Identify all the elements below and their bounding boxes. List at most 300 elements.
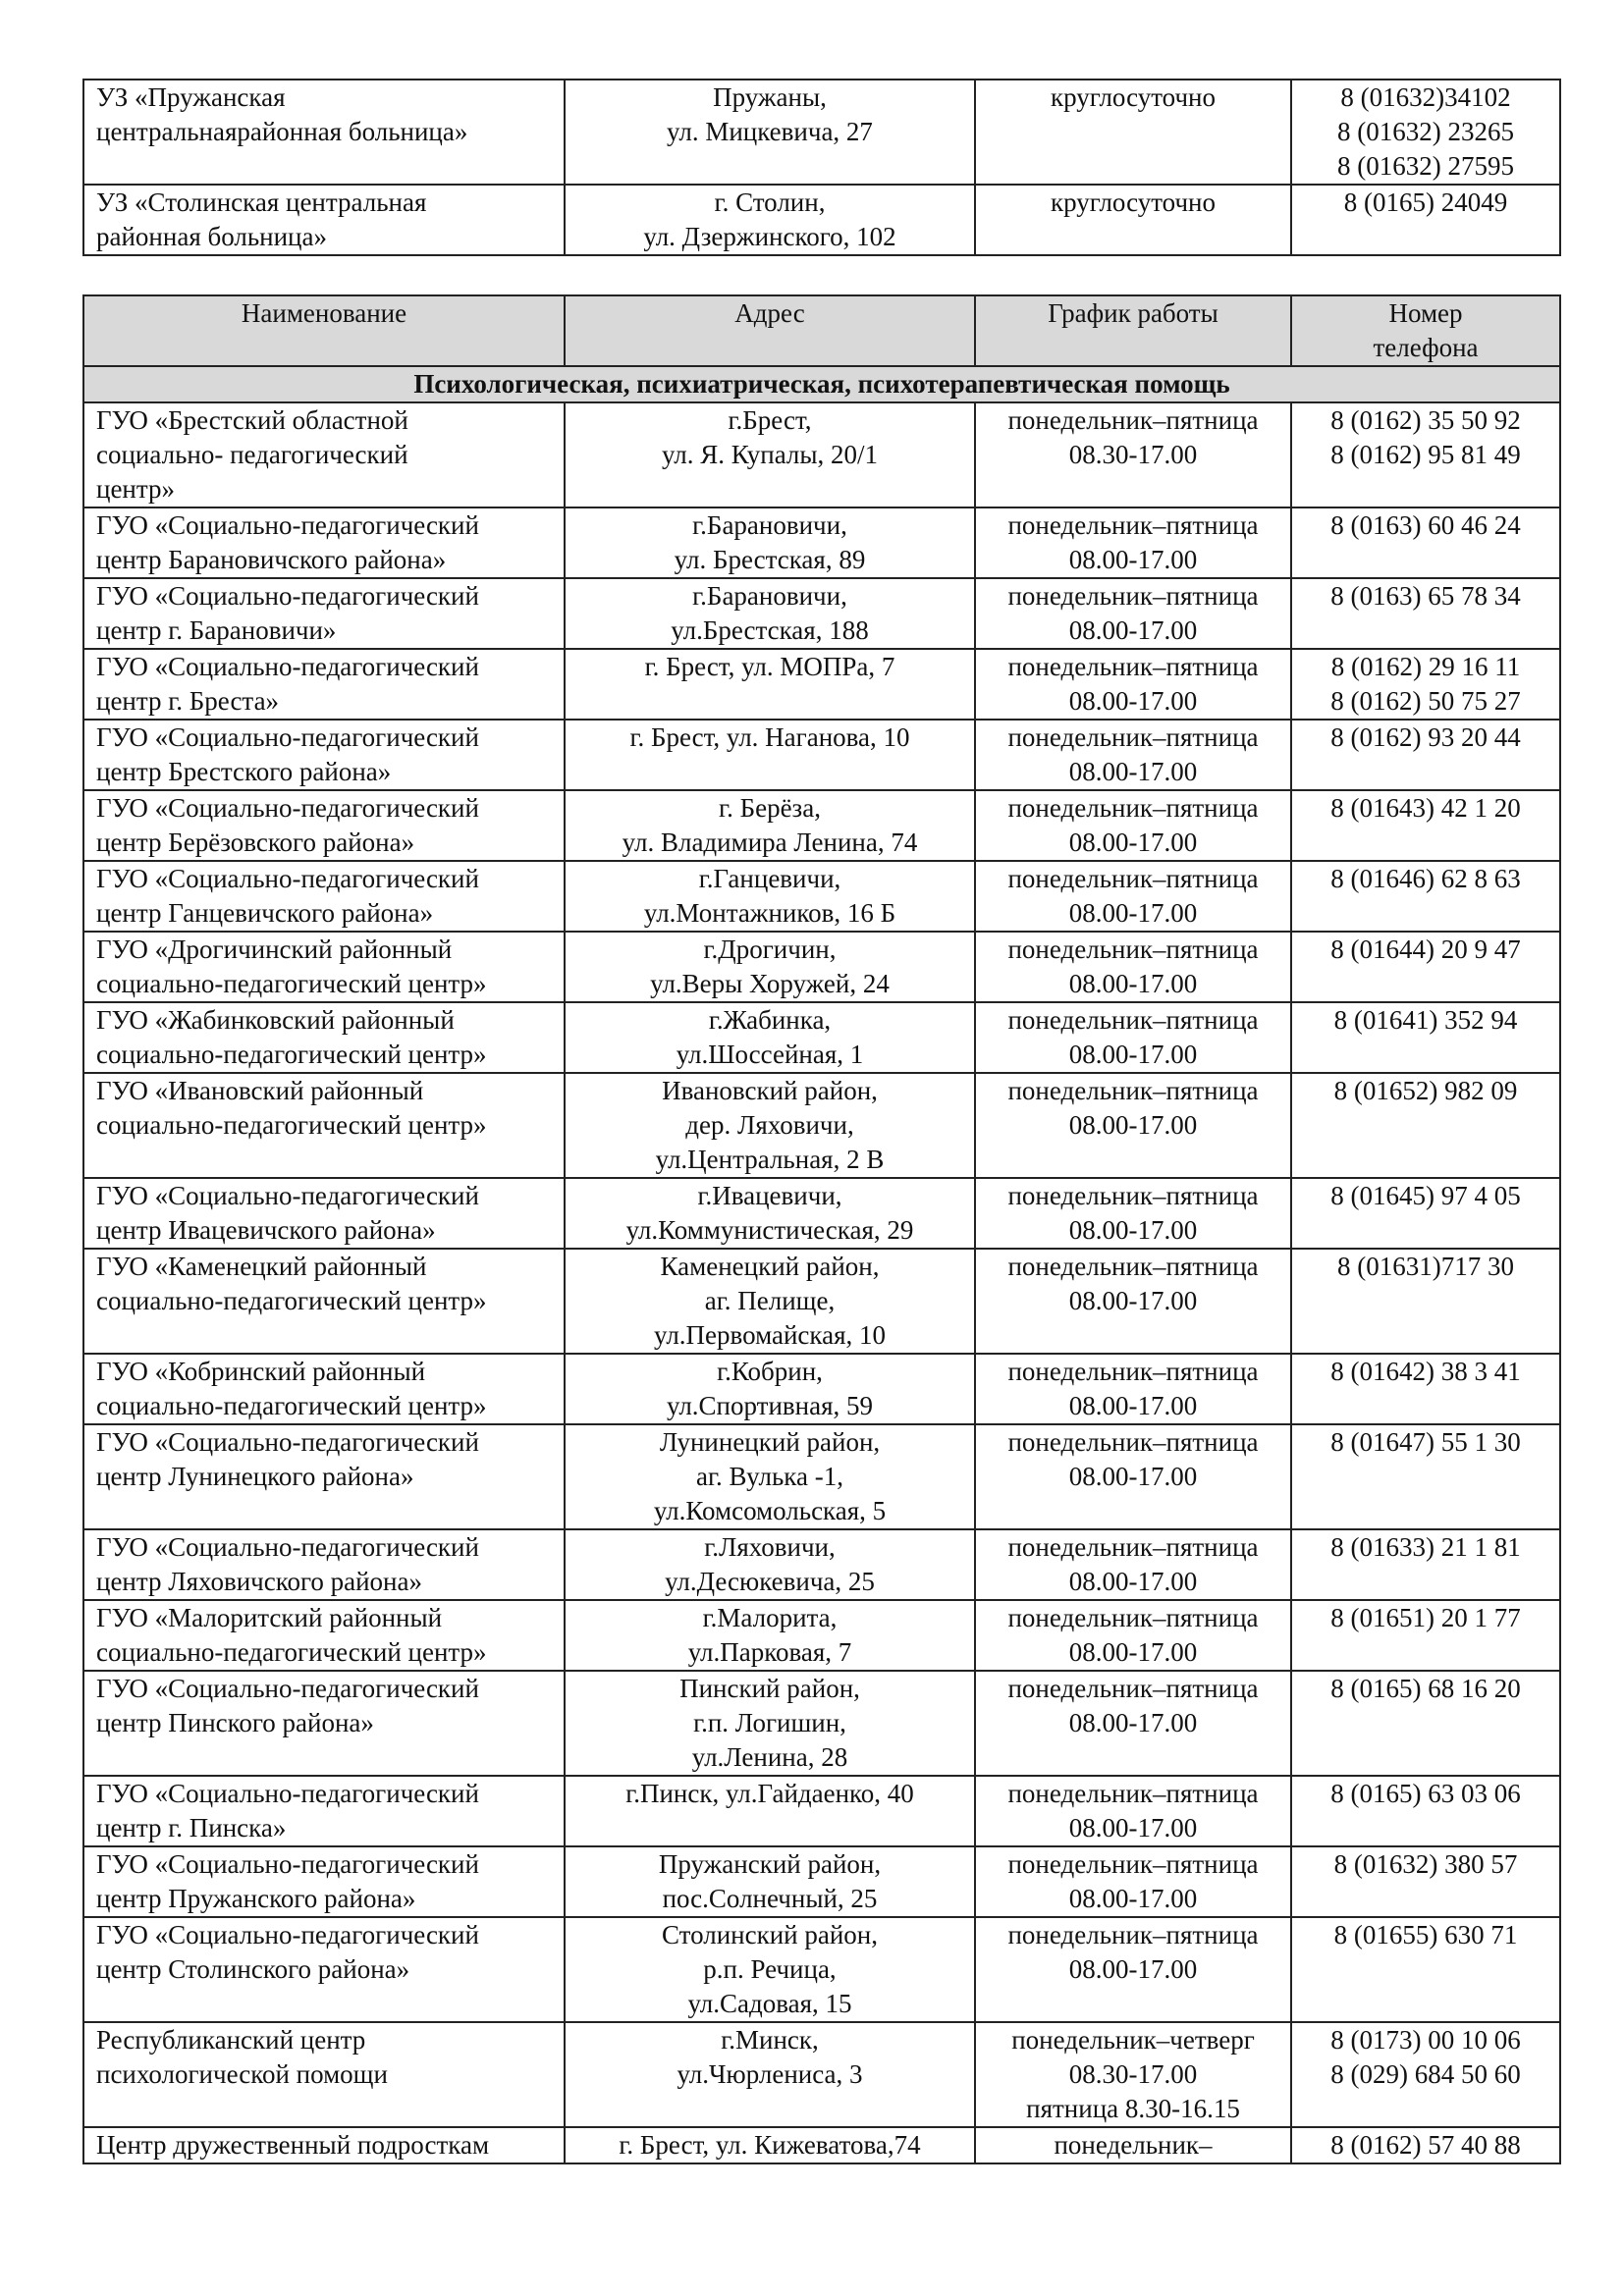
schedule-cell bbox=[975, 932, 1291, 1002]
schedule-line: понедельник–пятница bbox=[1007, 722, 1259, 752]
org-name-cell bbox=[83, 507, 565, 578]
schedule-line: понедельник–пятница bbox=[1007, 405, 1259, 435]
schedule-line: 08.00-17.00 bbox=[1068, 1813, 1198, 1842]
org-name-line: районная больница» bbox=[96, 222, 327, 251]
phone-cell bbox=[1291, 932, 1560, 1002]
table-row bbox=[83, 2127, 1560, 2163]
schedule-line: 08.00-17.00 bbox=[1068, 1391, 1198, 1420]
schedule-cell bbox=[975, 185, 1291, 255]
address-line: г.Кобрин, bbox=[717, 1357, 823, 1386]
address-line: Пружаны, bbox=[713, 82, 827, 112]
phone-line: 8 (01641) 352 94 bbox=[1333, 1005, 1518, 1035]
schedule-cell bbox=[975, 720, 1291, 790]
schedule-line: понедельник–пятница bbox=[1007, 1674, 1259, 1703]
address-line: ул. Брестская, 89 bbox=[674, 545, 866, 574]
address-line: г.Дрогичин, bbox=[703, 934, 837, 964]
org-name-cell bbox=[83, 720, 565, 790]
phone-cell bbox=[1291, 720, 1560, 790]
schedule-cell bbox=[975, 507, 1291, 578]
address-line: Столинский район, bbox=[662, 1920, 878, 1949]
schedule-line: понедельник–пятница bbox=[1007, 864, 1259, 893]
address-line: Каменецкий район, bbox=[660, 1252, 880, 1281]
phone-cell bbox=[1291, 1249, 1560, 1354]
schedule-line: понедельник–пятница bbox=[1007, 1427, 1259, 1457]
address-cell bbox=[565, 2127, 975, 2163]
org-name-line: центр Лунинецкого района» bbox=[96, 1462, 414, 1491]
address-line: дер. Ляховичи, bbox=[685, 1110, 854, 1140]
org-name-line: УЗ «Пружанская bbox=[96, 82, 286, 112]
schedule-cell bbox=[975, 1073, 1291, 1178]
schedule-line: 08.00-17.00 bbox=[1068, 1286, 1198, 1315]
org-name-line: центр г. Барановичи» bbox=[96, 615, 337, 645]
address-cell bbox=[565, 1846, 975, 1917]
address-line: Пинский район, bbox=[679, 1674, 860, 1703]
org-name-line: ГУО «Социально-педагогический bbox=[96, 581, 479, 611]
schedule-line: круглосуточно bbox=[1050, 82, 1216, 112]
org-name-line: ГУО «Ивановский районный bbox=[96, 1076, 424, 1105]
phone-cell bbox=[1291, 402, 1560, 507]
phone-cell bbox=[1291, 1354, 1560, 1424]
schedule-line: пятница 8.30-16.15 bbox=[1026, 2094, 1240, 2123]
address-line: г.Брест, bbox=[728, 405, 812, 435]
org-name-cell bbox=[83, 80, 565, 185]
schedule-cell bbox=[975, 1002, 1291, 1073]
phone-line: 8 (0165) 63 03 06 bbox=[1330, 1779, 1521, 1808]
org-name-line: ГУО «Социально-педагогический bbox=[96, 1532, 479, 1562]
address-line: г.Минск, bbox=[721, 2025, 819, 2055]
phone-line: 8 (01644) 20 9 47 bbox=[1330, 934, 1521, 964]
schedule-line: 08.00-17.00 bbox=[1068, 1637, 1198, 1667]
address-line: г.Барановичи, bbox=[692, 510, 847, 540]
schedule-cell bbox=[975, 1249, 1291, 1354]
phone-cell bbox=[1291, 1073, 1560, 1178]
table-row bbox=[83, 1002, 1560, 1073]
schedule-line: 08.00-17.00 bbox=[1068, 1954, 1198, 1984]
table-row bbox=[83, 861, 1560, 932]
table-row bbox=[83, 1671, 1560, 1776]
org-name-line: центр г. Пинска» bbox=[96, 1813, 287, 1842]
schedule-line: понедельник–пятница bbox=[1007, 1357, 1259, 1386]
schedule-line: понедельник–пятница bbox=[1007, 1779, 1259, 1808]
header-address: Адрес bbox=[565, 295, 975, 366]
phone-line: 8 (01643) 42 1 20 bbox=[1330, 793, 1521, 823]
table-row bbox=[83, 1846, 1560, 1917]
org-name-line: социально-педагогический центр» bbox=[96, 1391, 487, 1420]
phone-line: 8 (01651) 20 1 77 bbox=[1330, 1603, 1521, 1632]
schedule-line: понедельник–пятница bbox=[1007, 934, 1259, 964]
schedule-line: понедельник–пятница bbox=[1007, 1920, 1259, 1949]
org-name-line: центр Берёзовского района» bbox=[96, 828, 415, 857]
address-cell bbox=[565, 790, 975, 861]
phone-line: 8 (0162) 50 75 27 bbox=[1330, 686, 1521, 716]
phone-line: 8 (01633) 21 1 81 bbox=[1330, 1532, 1521, 1562]
org-name-line: ГУО «Социально-педагогический bbox=[96, 510, 479, 540]
phone-line: 8 (01632) 23265 bbox=[1337, 117, 1514, 146]
org-name-cell bbox=[83, 2127, 565, 2163]
schedule-cell bbox=[975, 1846, 1291, 1917]
schedule-line: 08.00-17.00 bbox=[1068, 1708, 1198, 1737]
address-line: г.Ляховичи, bbox=[704, 1532, 836, 1562]
schedule-line: понедельник–пятница bbox=[1007, 510, 1259, 540]
schedule-cell bbox=[975, 2022, 1291, 2127]
org-name-line: Центр дружественный подросткам bbox=[96, 2130, 490, 2160]
schedule-cell bbox=[975, 1671, 1291, 1776]
address-cell bbox=[565, 402, 975, 507]
org-name-cell bbox=[83, 1178, 565, 1249]
schedule-line: 08.00-17.00 bbox=[1068, 828, 1198, 857]
org-name-cell bbox=[83, 1671, 565, 1776]
schedule-line: понедельник–пятница bbox=[1007, 1181, 1259, 1210]
address-line: ул.Брестская, 188 bbox=[671, 615, 869, 645]
schedule-line: понедельник– bbox=[1054, 2130, 1213, 2160]
phone-line: 8 (01652) 982 09 bbox=[1333, 1076, 1518, 1105]
address-cell bbox=[565, 861, 975, 932]
phone-line: 8 (01631)717 30 bbox=[1337, 1252, 1514, 1281]
phone-cell bbox=[1291, 790, 1560, 861]
header-row bbox=[83, 295, 1560, 366]
address-line: ул.Монтажников, 16 Б bbox=[643, 898, 896, 928]
address-cell bbox=[565, 578, 975, 649]
address-line: пос.Солнечный, 25 bbox=[662, 1884, 878, 1913]
address-line: г.Ганцевичи, bbox=[698, 864, 841, 893]
table-row bbox=[83, 80, 1560, 185]
schedule-line: 08.30-17.00 bbox=[1068, 440, 1198, 469]
phone-cell bbox=[1291, 1776, 1560, 1846]
phone-line: 8 (0165) 24049 bbox=[1343, 187, 1508, 217]
address-cell bbox=[565, 1424, 975, 1529]
org-name-cell bbox=[83, 1424, 565, 1529]
org-name-line: ГУО «Социально-педагогический bbox=[96, 793, 479, 823]
org-name-line: центральнаярайонная больница» bbox=[96, 117, 468, 146]
phone-cell bbox=[1291, 861, 1560, 932]
org-name-line: ГУО «Социально-педагогический bbox=[96, 1920, 479, 1949]
address-line: ул.Коммунистическая, 29 bbox=[625, 1215, 914, 1245]
table-row bbox=[83, 1600, 1560, 1671]
schedule-line: понедельник–пятница bbox=[1007, 793, 1259, 823]
table-row bbox=[83, 790, 1560, 861]
schedule-line: 08.00-17.00 bbox=[1068, 757, 1198, 786]
org-name-line: УЗ «Столинская центральная bbox=[96, 187, 427, 217]
header-schedule: График работы bbox=[975, 295, 1291, 366]
org-name-line: центр Пинского района» bbox=[96, 1708, 374, 1737]
address-line: ул. Мицкевича, 27 bbox=[667, 117, 873, 146]
org-name-line: ГУО «Социально-педагогический bbox=[96, 1427, 479, 1457]
phone-line: 8 (01632)34102 bbox=[1340, 82, 1511, 112]
header-phone bbox=[1291, 295, 1560, 366]
address-line: ул.Ленина, 28 bbox=[691, 1742, 848, 1772]
address-cell bbox=[565, 1073, 975, 1178]
schedule-cell bbox=[975, 578, 1291, 649]
schedule-cell bbox=[975, 402, 1291, 507]
address-cell bbox=[565, 1354, 975, 1424]
org-name-line: ГУО «Социально-педагогический bbox=[96, 1779, 479, 1808]
table-row bbox=[83, 507, 1560, 578]
org-name-cell bbox=[83, 649, 565, 720]
schedule-line: понедельник–четверг bbox=[1011, 2025, 1255, 2055]
org-name-line: социально-педагогический центр» bbox=[96, 1637, 487, 1667]
phone-line: 8 (0163) 65 78 34 bbox=[1330, 581, 1521, 611]
org-name-cell bbox=[83, 185, 565, 255]
address-cell bbox=[565, 80, 975, 185]
address-cell bbox=[565, 1249, 975, 1354]
org-name-cell bbox=[83, 1917, 565, 2022]
address-line: ул. Владимира Ленина, 74 bbox=[622, 828, 918, 857]
org-name-line: ГУО «Социально-педагогический bbox=[96, 1849, 479, 1879]
address-line: ул.Первомайская, 10 bbox=[654, 1320, 886, 1350]
schedule-line: понедельник–пятница bbox=[1007, 1532, 1259, 1562]
org-name-line: центр Ганцевичского района» bbox=[96, 898, 434, 928]
address-cell bbox=[565, 507, 975, 578]
address-cell bbox=[565, 932, 975, 1002]
schedule-cell bbox=[975, 649, 1291, 720]
org-name-cell bbox=[83, 1002, 565, 1073]
org-name-line: центр Брестского района» bbox=[96, 757, 392, 786]
address-line: ул. Дзержинского, 102 bbox=[643, 222, 896, 251]
org-name-line: ГУО «Социально-педагогический bbox=[96, 1181, 479, 1210]
schedule-line: понедельник–пятница bbox=[1007, 1076, 1259, 1105]
org-name-cell bbox=[83, 1600, 565, 1671]
schedule-line: 08.00-17.00 bbox=[1068, 686, 1198, 716]
org-name-line: социально- педагогический bbox=[96, 440, 408, 469]
phone-cell bbox=[1291, 649, 1560, 720]
schedule-line: 08.00-17.00 bbox=[1068, 1884, 1198, 1913]
address-cell bbox=[565, 1671, 975, 1776]
table-row bbox=[83, 1073, 1560, 1178]
address-line: Пружанский район, bbox=[658, 1849, 882, 1879]
address-line: ул.Парковая, 7 bbox=[687, 1637, 852, 1667]
org-name-cell bbox=[83, 1354, 565, 1424]
address-line: г. Столин, bbox=[714, 187, 826, 217]
address-line: Ивановский район, bbox=[662, 1076, 878, 1105]
org-name-cell bbox=[83, 1529, 565, 1600]
schedule-line: 08.00-17.00 bbox=[1068, 1567, 1198, 1596]
org-name-line: Республиканский центр bbox=[96, 2025, 366, 2055]
schedule-cell bbox=[975, 80, 1291, 185]
header-phone-line: Номер bbox=[1388, 298, 1463, 328]
table-row bbox=[83, 1529, 1560, 1600]
table-row bbox=[83, 1178, 1560, 1249]
phone-line: 8 (0162) 93 20 44 bbox=[1330, 722, 1521, 752]
address-line: г.п. Логишин, bbox=[693, 1708, 846, 1737]
phone-line: 8 (01645) 97 4 05 bbox=[1330, 1181, 1521, 1210]
schedule-cell bbox=[975, 1917, 1291, 2022]
address-line: ул. Я. Купалы, 20/1 bbox=[661, 440, 879, 469]
schedule-cell bbox=[975, 790, 1291, 861]
org-name-line: ГУО «Кобринский районный bbox=[96, 1357, 426, 1386]
org-name-line: центр Пружанского района» bbox=[96, 1884, 416, 1913]
address-line: ул.Комсомольская, 5 bbox=[653, 1496, 887, 1525]
org-name-line: центр Ивацевичского района» bbox=[96, 1215, 436, 1245]
org-name-line: ГУО «Дрогичинский районный bbox=[96, 934, 453, 964]
address-line: г.Пинск, ул.Гайдаенко, 40 bbox=[625, 1779, 914, 1808]
table-row bbox=[83, 720, 1560, 790]
phone-line: 8 (01642) 38 3 41 bbox=[1330, 1357, 1521, 1386]
org-name-line: ГУО «Социально-педагогический bbox=[96, 1674, 479, 1703]
phone-line: 8 (0162) 95 81 49 bbox=[1330, 440, 1521, 469]
schedule-line: 08.00-17.00 bbox=[1068, 898, 1198, 928]
schedule-cell bbox=[975, 1424, 1291, 1529]
schedule-line: понедельник–пятница bbox=[1007, 1603, 1259, 1632]
phone-cell bbox=[1291, 2127, 1560, 2163]
phone-line: 8 (01655) 630 71 bbox=[1333, 1920, 1518, 1949]
address-cell bbox=[565, 649, 975, 720]
phone-cell bbox=[1291, 507, 1560, 578]
schedule-cell bbox=[975, 1178, 1291, 1249]
org-name-line: центр г. Бреста» bbox=[96, 686, 280, 716]
header-name: Наименование bbox=[83, 295, 565, 366]
phone-line: 8 (0162) 29 16 11 bbox=[1330, 652, 1521, 681]
org-name-cell bbox=[83, 402, 565, 507]
address-line: ул.Десюкевича, 25 bbox=[665, 1567, 875, 1596]
phone-line: 8 (0162) 57 40 88 bbox=[1330, 2130, 1521, 2160]
address-line: ул.Веры Хоружей, 24 bbox=[650, 969, 890, 998]
header-phone-line: телефона bbox=[1373, 333, 1479, 362]
schedule-line: 08.00-17.00 bbox=[1068, 1462, 1198, 1491]
phone-line: 8 (01647) 55 1 30 bbox=[1330, 1427, 1521, 1457]
address-cell bbox=[565, 1600, 975, 1671]
table-body bbox=[83, 402, 1560, 2163]
schedule-line: понедельник–пятница bbox=[1007, 1252, 1259, 1281]
org-name-line: ГУО «Малоритский районный bbox=[96, 1603, 443, 1632]
schedule-cell bbox=[975, 1600, 1291, 1671]
address-line: ул.Шоссейная, 1 bbox=[676, 1040, 864, 1069]
table-row bbox=[83, 2022, 1560, 2127]
org-name-line: центр Барановичского района» bbox=[96, 545, 447, 574]
schedule-line: 08.00-17.00 bbox=[1068, 615, 1198, 645]
org-name-line: ГУО «Каменецкий районный bbox=[96, 1252, 427, 1281]
phone-cell bbox=[1291, 1917, 1560, 2022]
org-name-cell bbox=[83, 861, 565, 932]
address-cell bbox=[565, 1917, 975, 2022]
address-line: р.п. Речица, bbox=[703, 1954, 837, 1984]
table-row bbox=[83, 649, 1560, 720]
phone-cell bbox=[1291, 1671, 1560, 1776]
org-name-line: центр» bbox=[96, 474, 176, 504]
address-line: г. Брест, ул. Кижеватова,74 bbox=[619, 2130, 921, 2160]
address-line: аг. Пелище, bbox=[704, 1286, 836, 1315]
schedule-line: 08.00-17.00 bbox=[1068, 1215, 1198, 1245]
table-header bbox=[83, 295, 1560, 402]
org-name-line: психологической помощи bbox=[96, 2059, 388, 2089]
address-line: ул.Центральная, 2 В bbox=[655, 1145, 885, 1174]
schedule-line: круглосуточно bbox=[1050, 187, 1216, 217]
org-name-line: социально-педагогический центр» bbox=[96, 1110, 487, 1140]
address-line: г.Ивацевичи, bbox=[697, 1181, 842, 1210]
address-line: г. Брест, ул. Наганова, 10 bbox=[629, 722, 910, 752]
address-line: Лунинецкий район, bbox=[659, 1427, 881, 1457]
top-table-body bbox=[83, 80, 1560, 255]
address-line: г. Брест, ул. МОПРа, 7 bbox=[644, 652, 895, 681]
address-line: ул.Чюрлениса, 3 bbox=[677, 2059, 863, 2089]
address-line: ул.Спортивная, 59 bbox=[667, 1391, 873, 1420]
address-cell bbox=[565, 1002, 975, 1073]
schedule-line: понедельник–пятница bbox=[1007, 1005, 1259, 1035]
phone-line: 8 (029) 684 50 60 bbox=[1330, 2059, 1521, 2089]
phone-line: 8 (0162) 35 50 92 bbox=[1330, 405, 1521, 435]
org-name-cell bbox=[83, 790, 565, 861]
schedule-line: 08.00-17.00 bbox=[1068, 1110, 1198, 1140]
address-line: г.Малорита, bbox=[702, 1603, 838, 1632]
schedule-line: 08.00-17.00 bbox=[1068, 1040, 1198, 1069]
schedule-cell bbox=[975, 861, 1291, 932]
phone-cell bbox=[1291, 185, 1560, 255]
org-name-line: ГУО «Брестский областной bbox=[96, 405, 408, 435]
table-row bbox=[83, 1776, 1560, 1846]
phone-cell bbox=[1291, 1424, 1560, 1529]
address-cell bbox=[565, 720, 975, 790]
phone-cell bbox=[1291, 1600, 1560, 1671]
address-line: аг. Вулька -1, bbox=[696, 1462, 843, 1491]
address-cell bbox=[565, 185, 975, 255]
address-cell bbox=[565, 1776, 975, 1846]
phone-line: 8 (01632) 380 57 bbox=[1333, 1849, 1518, 1879]
table-row bbox=[83, 402, 1560, 507]
org-name-line: социально-педагогический центр» bbox=[96, 969, 487, 998]
org-name-cell bbox=[83, 578, 565, 649]
org-name-line: ГУО «Социально-педагогический bbox=[96, 652, 479, 681]
org-name-line: ГУО «Социально-педагогический bbox=[96, 722, 479, 752]
address-cell bbox=[565, 1529, 975, 1600]
phone-cell bbox=[1291, 1529, 1560, 1600]
section-title: Психологическая, психиатрическая, психотерапевтическая помощь bbox=[83, 366, 1560, 402]
address-line: ул.Садовая, 15 bbox=[687, 1989, 852, 2018]
schedule-cell bbox=[975, 1529, 1291, 1600]
address-cell bbox=[565, 2022, 975, 2127]
org-name-cell bbox=[83, 1846, 565, 1917]
table-row bbox=[83, 185, 1560, 255]
phone-cell bbox=[1291, 1002, 1560, 1073]
schedule-cell bbox=[975, 1354, 1291, 1424]
phone-line: 8 (01632) 27595 bbox=[1337, 151, 1514, 181]
org-name-cell bbox=[83, 1073, 565, 1178]
top-table bbox=[82, 79, 1561, 256]
table-row bbox=[83, 1424, 1560, 1529]
org-name-cell bbox=[83, 1249, 565, 1354]
address-line: г.Жабинка, bbox=[708, 1005, 832, 1035]
phone-cell bbox=[1291, 578, 1560, 649]
address-line: г.Барановичи, bbox=[692, 581, 847, 611]
schedule-cell bbox=[975, 1776, 1291, 1846]
org-name-line: центр Ляховичского района» bbox=[96, 1567, 422, 1596]
schedule-line: 08.30-17.00 bbox=[1068, 2059, 1198, 2089]
phone-line: 8 (0165) 68 16 20 bbox=[1330, 1674, 1521, 1703]
org-name-cell bbox=[83, 2022, 565, 2127]
org-name-cell bbox=[83, 1776, 565, 1846]
schedule-cell bbox=[975, 2127, 1291, 2163]
address-line: г. Берёза, bbox=[719, 793, 821, 823]
org-name-line: ГУО «Социально-педагогический bbox=[96, 864, 479, 893]
schedule-line: 08.00-17.00 bbox=[1068, 545, 1198, 574]
table-row bbox=[83, 578, 1560, 649]
phone-line: 8 (0173) 00 10 06 bbox=[1330, 2025, 1521, 2055]
schedule-line: понедельник–пятница bbox=[1007, 581, 1259, 611]
org-name-line: социально-педагогический центр» bbox=[96, 1286, 487, 1315]
schedule-line: понедельник–пятница bbox=[1007, 652, 1259, 681]
phone-line: 8 (01646) 62 8 63 bbox=[1330, 864, 1521, 893]
address-cell bbox=[565, 1178, 975, 1249]
org-name-line: центр Столинского района» bbox=[96, 1954, 410, 1984]
services-table bbox=[82, 294, 1561, 2164]
table-row bbox=[83, 1249, 1560, 1354]
org-name-line: социально-педагогический центр» bbox=[96, 1040, 487, 1069]
phone-cell bbox=[1291, 1846, 1560, 1917]
org-name-line: ГУО «Жабинковский районный bbox=[96, 1005, 455, 1035]
table-row bbox=[83, 1917, 1560, 2022]
table-row bbox=[83, 1354, 1560, 1424]
org-name-cell bbox=[83, 932, 565, 1002]
phone-line: 8 (0163) 60 46 24 bbox=[1330, 510, 1521, 540]
phone-cell bbox=[1291, 2022, 1560, 2127]
